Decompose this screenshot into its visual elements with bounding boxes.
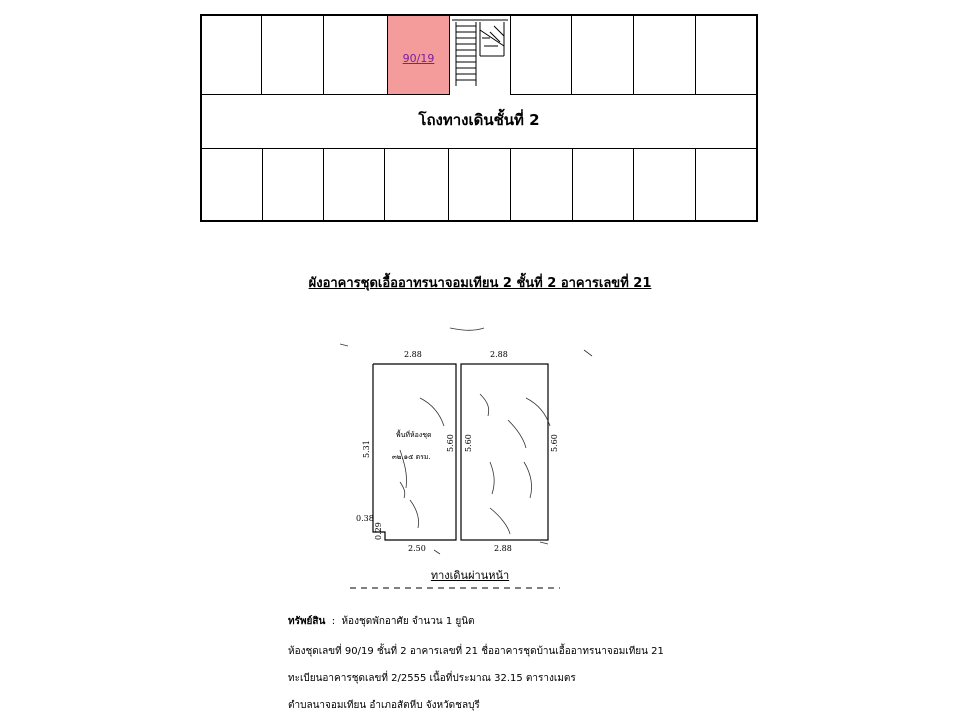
unit-number-label[interactable]: 90/19 — [402, 52, 435, 65]
unit-top-8 — [634, 16, 696, 95]
unit-bottom-4 — [385, 148, 449, 220]
unit-top-6 — [510, 16, 572, 95]
unit-top-3 — [324, 16, 388, 95]
unit-bottom-8 — [634, 148, 696, 220]
corridor-label: โถงทางเดินชั้นที่ 2 — [418, 111, 540, 129]
unit-top-2 — [262, 16, 324, 95]
unit-outline — [340, 322, 600, 592]
area-label: พื้นที่ห้องชุด — [396, 431, 432, 439]
asset-line — [288, 614, 475, 629]
asset-value: ห้องชุดพักอาศัย จำนวน 1 ยูนิต — [341, 616, 475, 627]
dim-corner-horizontal: 0.38 — [356, 514, 374, 523]
unit-bottom-1 — [202, 148, 263, 220]
dim-top-right: 2.88 — [490, 350, 508, 359]
unit-90-19-highlighted[interactable] — [388, 16, 450, 95]
staircase — [450, 16, 510, 95]
staircase-icon — [450, 16, 510, 95]
dim-right: 5.60 — [550, 434, 559, 452]
unit-top-7 — [572, 16, 634, 95]
asset-separator: : — [328, 616, 339, 627]
dim-middle-left: 5.60 — [446, 434, 455, 452]
unit-sketch — [340, 322, 600, 592]
unit-bottom-5 — [449, 148, 511, 220]
dim-top-left: 2.88 — [404, 350, 422, 359]
unit-top-1 — [202, 16, 262, 95]
asset-label: ทรัพย์สิน — [288, 616, 326, 627]
dim-left: 5.31 — [362, 440, 371, 458]
dim-bottom-right: 2.88 — [494, 544, 512, 553]
unit-bottom-2 — [263, 148, 324, 220]
location-line: ตำบลนาจอมเทียน อำเภอสัตหีบ จังหวัดชลบุรี — [288, 700, 480, 711]
area-value: ๓๒.๑๕ ตรม. — [392, 453, 431, 461]
unit-bottom-6 — [511, 148, 573, 220]
unit-top-9 — [696, 16, 756, 95]
unit-info-line: ห้องชุดเลขที่ 90/19 ชั้นที่ 2 อาคารเลขที่ 21 ชื่ออาคารชุดบ้านเอื้ออาทรนาจอมเทียน 21 — [288, 646, 664, 657]
walkway-label: ทางเดินผ่านหน้า — [430, 569, 510, 582]
registration-line: ทะเบียนอาคารชุดเลขที่ 2/2555 เนื้อที่ประมาณ 32.15 ตารางเมตร — [288, 673, 576, 684]
unit-bottom-3 — [324, 148, 385, 220]
plan-title: ผังอาคารชุดเอื้ออาทรนาจอมเทียน 2 ชั้นที่ 2 อาคารเลขที่ 21 — [308, 276, 652, 291]
dim-middle-right: 5.60 — [464, 434, 473, 452]
unit-bottom-9 — [696, 148, 756, 220]
unit-bottom-7 — [573, 148, 634, 220]
dim-bottom-left: 2.50 — [408, 544, 426, 553]
dim-corner-vertical: 0.29 — [374, 522, 383, 540]
building-floor-plan — [200, 14, 758, 222]
